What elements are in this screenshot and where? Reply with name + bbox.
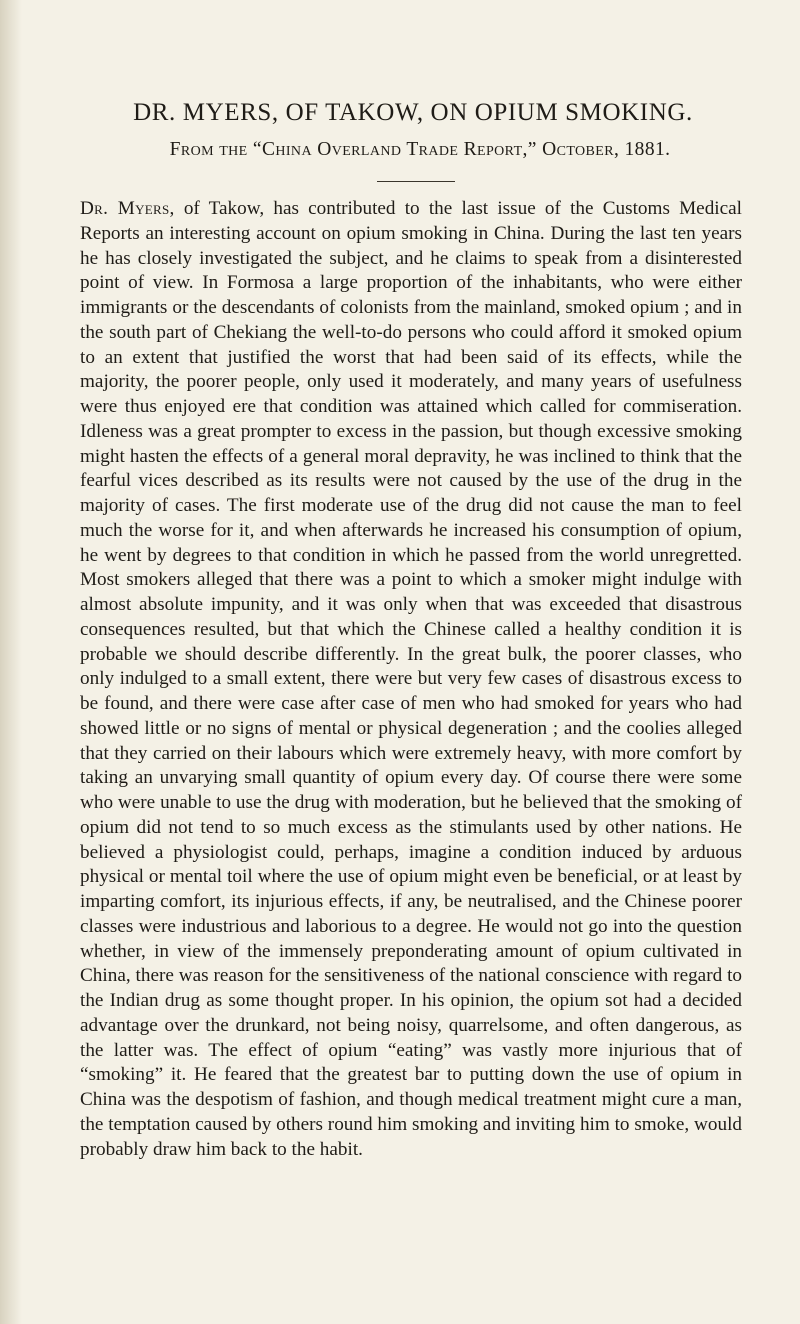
article-source: From the “China Overland Trade Report,” October, 1881. bbox=[169, 139, 671, 160]
article-body-text: of Takow, has contributed to the last issue of the Customs Medical Reports an interesting account on opium smoking in China. During the last ten years he has closely investigated the subject, and he claims to speak from a disinterested point of view. In Formosa a large proportion of the inhabitants, who were either immigrants or the descendants of colonists from the mainland, smoked opium ; and in the south part of Chekiang the well-to-do persons who could afford it smoked opium to an extent that justified the worst that had been said of its effects, while the majority, the poorer people, only used it moderately, and many years of usefulness were thus enjoyed ere that condition was attained which called for commiseration. Idleness was a great prompter to excess in the passion, but though excessive smoking might hasten the effects of a general moral depravity, he was inclined to think that the fearful vices described as its results were not caused by the use of the drug in the majority of cases. The first moderate use of the drug did not cause the man to feel much the worse for it, and when afterwards he increased his consumption of opium, he went by degrees to that condition in which he passed from the world unregretted. Most smokers alleged that there was a point to which a smoker might indulge with almost absolute impunity, and it was only when that was exceeded that disastrous consequences resulted, but that which the Chinese called a healthy condition it is probable we should describe differently. In the great bulk, the poorer classes, who only indulged to a small extent, there were but very few cases of disastrous excess to be found, and there were case after case of men who had smoked for years who had showed little or no signs of mental or physical degeneration ; and the coolies alleged that they carried on their labours which were extremely heavy, with more comfort by taking an unvarying small quantity of opium every day. Of course there were some who were unable to use the drug with moderation, but he believed that the smoking of opium did not tend to so much excess as the stimulants used by other nations. He believed a physiologist could, perhaps, imagine a condition induced by arduous physical or mental toil where the use of opium might even be beneficial, or at least by imparting comfort, its injurious effects, if any, be neutralised, and the Chinese poorer classes were industrious and laborious to a degree. He would not go into the question whether, in view of the immensely preponderating amount of opium cultivated in China, there was reason for the sensitiveness of the national conscience with regard to the Indian drug as some thought proper. In his opinion, the opium sot had a decided advantage over the drunkard, not being noisy, quarrelsome, and often dangerous, as the latter was. The effect of opium “eating” was vastly more injurious that of “smoking” it. He feared that the greatest bar to putting down the use of opium in China was the despotism of fashion, and though medical treatment might cure a man, the temptation caused by others round him smoking and inviting him to smoke, would probably draw him back to the habit. bbox=[80, 198, 742, 1160]
article-body bbox=[80, 197, 742, 1162]
separator-rule bbox=[377, 181, 455, 182]
article-lead: Dr. Myers, bbox=[80, 198, 175, 219]
article-title: DR. MYERS, OF TAKOW, ON OPIUM SMOKING. bbox=[133, 99, 693, 126]
